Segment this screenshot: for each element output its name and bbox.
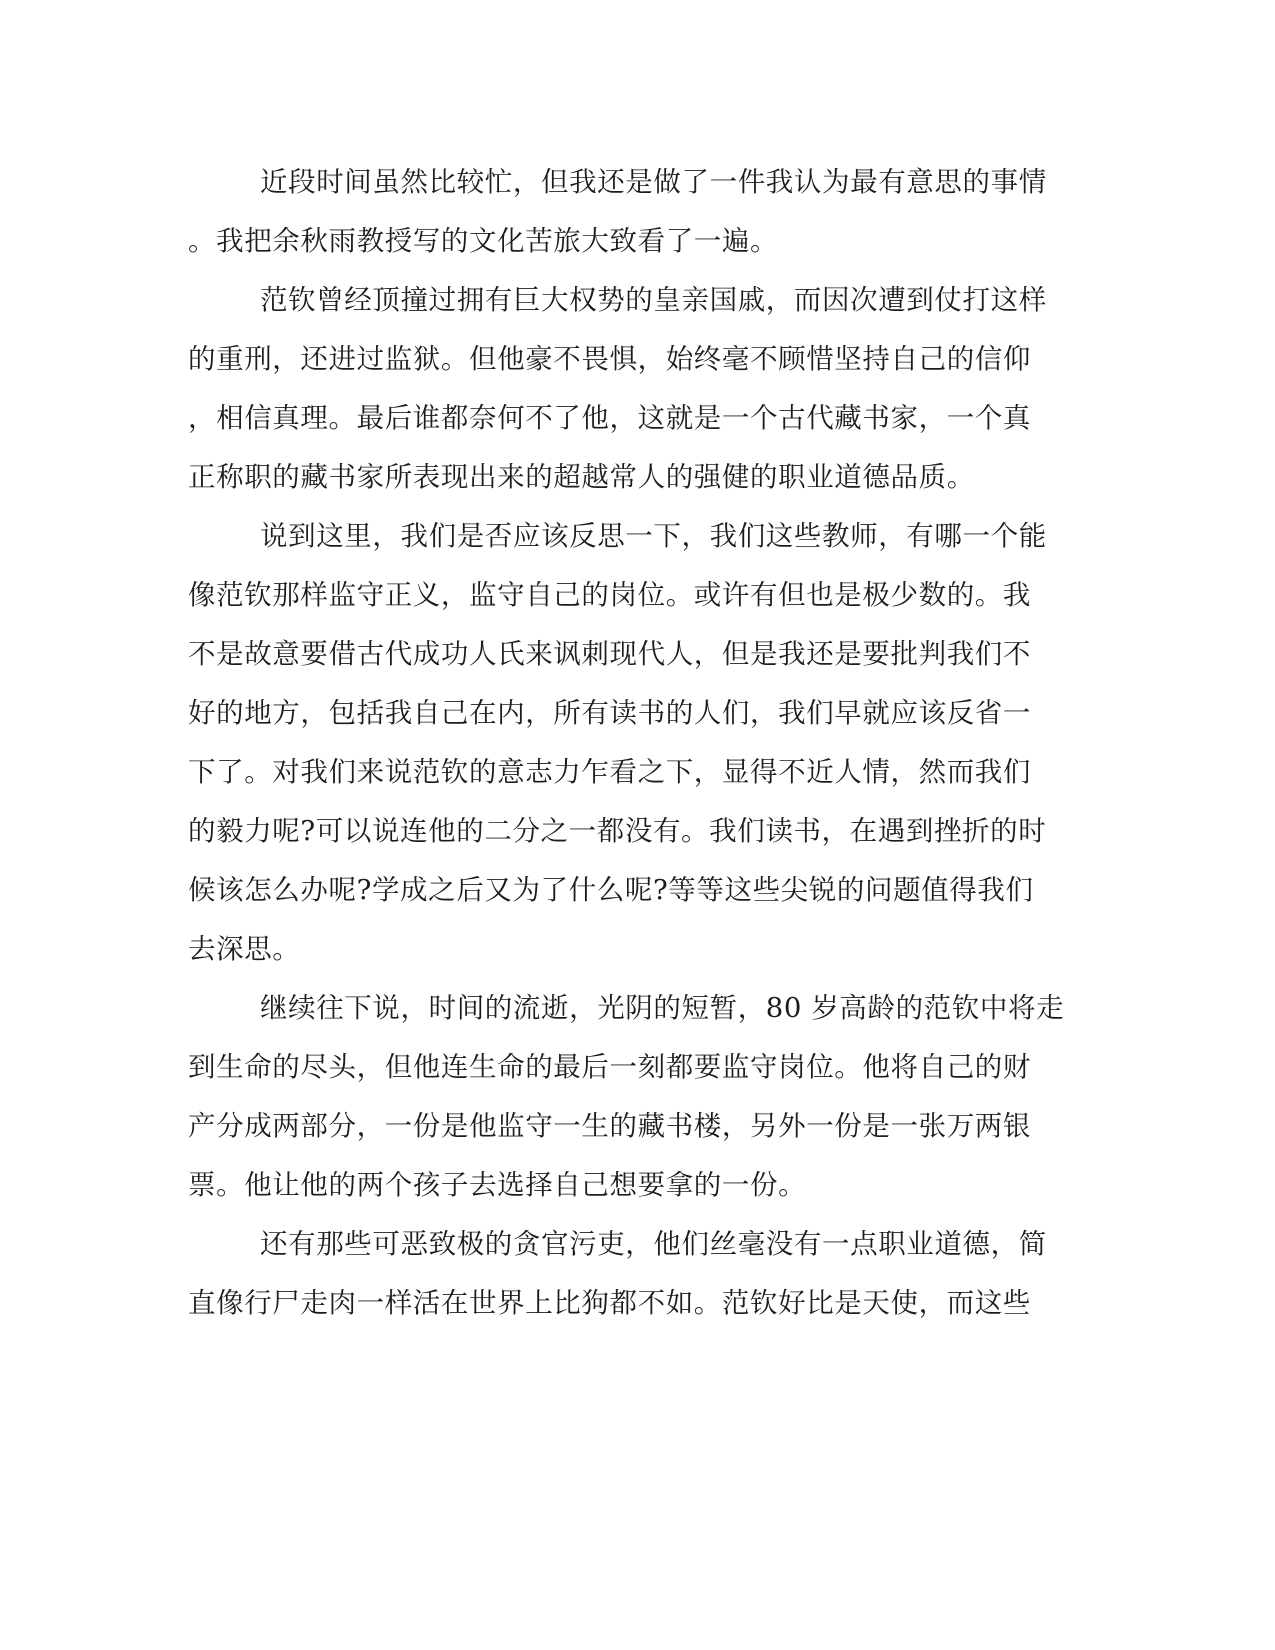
paragraph-4-line-3: 产分成两部分，一份是他监守一生的藏书楼，另外一份是一张万两银 <box>188 1110 1031 1142</box>
paragraph-2-line-3: ，相信真理。最后谁都奈何不了他，这就是一个古代藏书家，一个真 <box>188 402 1031 434</box>
paragraph-3-line-1: 说到这里，我们是否应该反思一下，我们这些教师，有哪一个能 <box>260 520 1047 552</box>
paragraph-3-line-4: 好的地方，包括我自己在内，所有读书的人们，我们早就应该反省一 <box>188 697 1031 729</box>
paragraph-1-line-2: 。我把余秋雨教授写的文化苦旅大致看了一遍。 <box>188 225 779 257</box>
paragraph-5-line-1: 还有那些可恶致极的贪官污吏，他们丝毫没有一点职业道德，简 <box>260 1228 1047 1260</box>
paragraph-3-line-3: 不是故意要借古代成功人氏来讽刺现代人，但是我还是要批判我们不 <box>188 638 1031 670</box>
paragraph-2-line-1: 范钦曾经顶撞过拥有巨大权势的皇亲国戚，而因次遭到仗打这样 <box>260 284 1047 316</box>
paragraph-3-line-2: 像范钦那样监守正义，监守自己的岗位。或许有但也是极少数的。我 <box>188 579 1031 611</box>
paragraph-2-line-4: 正称职的藏书家所表现出来的超越常人的强健的职业道德品质。 <box>188 461 975 493</box>
paragraph-4-line-4: 票。他让他的两个孩子去选择自己想要拿的一份。 <box>188 1169 807 1201</box>
paragraph-4-line-1: 继续往下说，时间的流逝，光阴的短暂，80 岁高龄的范钦中将走 <box>260 992 1065 1024</box>
paragraph-3-line-7: 候该怎么办呢?学成之后又为了什么呢?等等这些尖锐的问题值得我们 <box>188 874 1034 906</box>
paragraph-3-line-5: 下了。对我们来说范钦的意志力乍看之下，显得不近人情，然而我们 <box>188 756 1031 788</box>
paragraph-5-line-2: 直像行尸走肉一样活在世界上比狗都不如。范钦好比是天使，而这些 <box>188 1287 1031 1319</box>
paragraph-4-line-2: 到生命的尽头，但他连生命的最后一刻都要监守岗位。他将自己的财 <box>188 1051 1031 1083</box>
paragraph-3-line-6: 的毅力呢?可以说连他的二分之一都没有。我们读书，在遇到挫折的时 <box>188 815 1047 847</box>
paragraph-2-line-2: 的重刑，还进过监狱。但他豪不畏惧，始终毫不顾惜坚持自己的信仰 <box>188 343 1031 375</box>
paragraph-1-line-1: 近段时间虽然比较忙，但我还是做了一件我认为最有意思的事情 <box>260 166 1047 198</box>
paragraph-3-line-8: 去深思。 <box>188 933 301 965</box>
